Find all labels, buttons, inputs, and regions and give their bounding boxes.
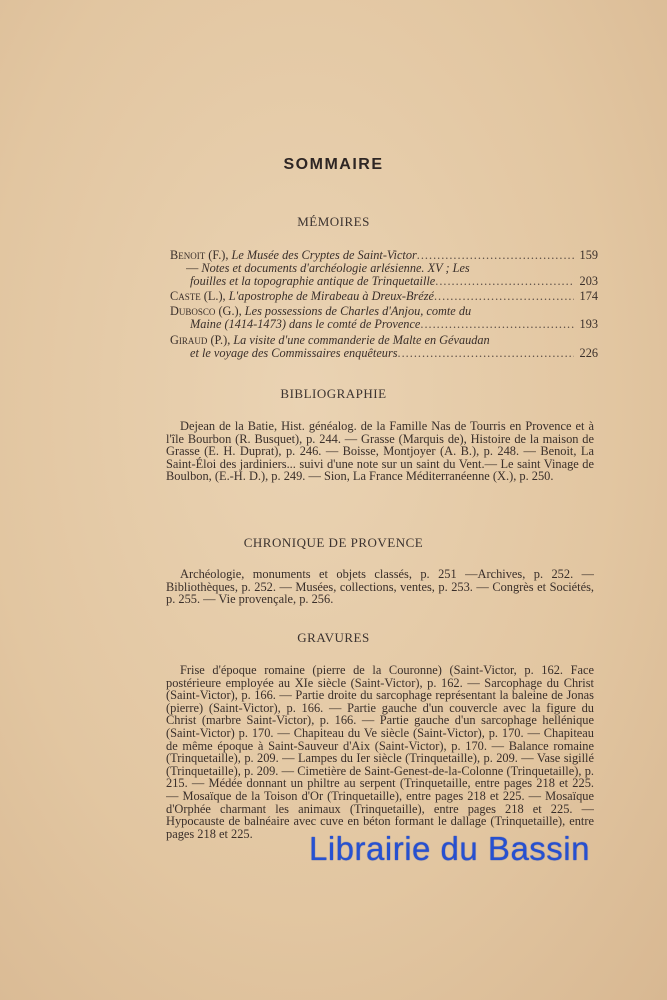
memoire-entry: Caste (L.), L'apostrophe de Mirabeau à Dreux-Brézé ..... 174 — [170, 290, 598, 303]
chronique-heading: CHRONIQUE DE PROVENCE — [243, 535, 424, 550]
gravures-text: Frise d'époque romaine (pierre de la Couronne) (Saint-Victor, p. 162. Face postérieure employée au XIe siècle (Saint-Victor), p. 162. — Sarcophage du Christ (Saint-Victor), p. 166. — Partie droite du sarcophage représentant la baleine de Jonas (pierre) (Saint-Victor), p. 166. — Partie gauche d'un couvercle avec la figure du Christ (marbre Saint-Victor), p. 166. — Partie gauche d'un sarcophage hellénique (Saint-Victor) p. 170. — Chapiteau du Ve siècle (Saint-Victor), p. 170. — Chapiteau de même époque à Saint-Sauveur d'Aix (Saint-Victor), p. 170. — Balance romaine (Trinquetaille), p. 209. — Lampes du Ier siècle (Trinquetaille), p. 209. — Vase sigillé (Trinquetaille), p. 209. — Cimetière de Saint-Genest-de-la-Colonne (Trinquetaille), p. 215. — Médée donnant un philtre au serpent (Trinquetaille, entre pages 218 et 225. — Mosaïque de la Toison d'Or (Trinquetaille), entre pages 218 et 225. — Mosaïque d'Orphée charmant les animaux (Trinquetaille), entre pages 218 et 225. — Hypocauste de balnéaire avec cuve en béton formant le dallage (Trinquetaille), entre pages 218 et 225. — [166, 664, 594, 841]
chronique-text: Archéologie, monuments et objets classés, p. 251 —Archives, p. 252. — Bibliothèques, p. 252. — Musées, collections, ventes, p. 253. — Congrès et Sociétés, p. 255. — Vie provençale, p. 256. — [166, 568, 594, 607]
memoire-entry: — Notes et documents d'archéologie arlésienne. XV ; Les fouilles et la topographie antique de Trinquetaille ..... 203 — [170, 262, 598, 288]
memoire-entry: Dubosco (G.), Les possessions de Charles d'Anjou, comte du Maine (1414-1473) dans le comté de Provence ..... 193 — [170, 305, 598, 331]
gravures-heading: GRAVURES — [297, 630, 370, 645]
bibliographie-text: Dejean de la Batie, Hist. généalog. de la Famille Nas de Tourris en Provence et à l'île Bourbon (R. Busquet), p. 244. — Grasse (Marquis de), Histoire de la maison de Grasse (E. H. Duprat), p. 246. — Boisse, Montjoyer (A. B.), p. 248. — Benoit, La Saint-Éloi des jardiniers... suivi d'une note sur un saint du Vent.— Le saint Vinage de Boulbon, (E.-H. D.), p. 249. — Sion, La France Méditerranéenne (X.), p. 250. — [166, 420, 594, 484]
page-title: SOMMAIRE — [283, 156, 384, 173]
memoire-entry: Giraud (P.), La visite d'une commanderie de Malte en Gévaudan et le voyage des Commissaires enquêteurs ..... 226 — [170, 334, 598, 360]
memoires-heading: MÉMOIRES — [297, 214, 370, 229]
memoire-entry: Benoit (F.), Le Musée des Cryptes de Saint-Victor ..... 159 — [170, 249, 598, 262]
watermark: Librairie du Bassin — [309, 830, 590, 867]
bibliographie-heading: BIBLIOGRAPHIE — [280, 386, 387, 401]
